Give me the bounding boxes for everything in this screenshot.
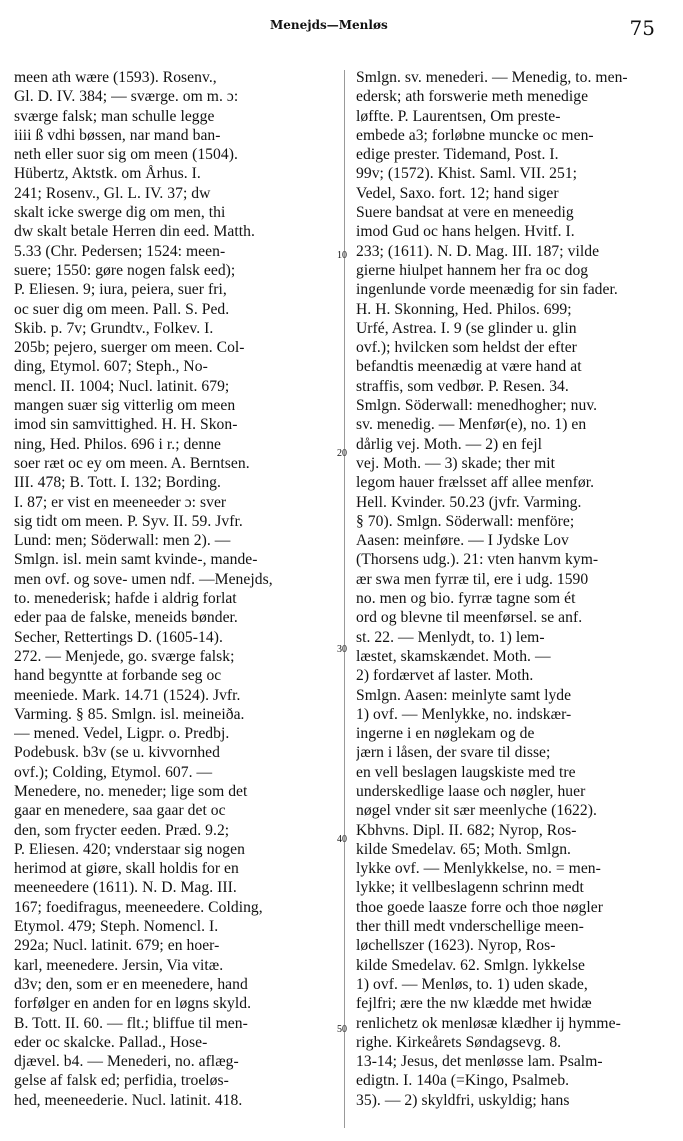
text-line: 272. — Menjede, go. sværge falsk; [14, 647, 235, 665]
text-line: forfølger en anden for en løgns skyld. [14, 995, 252, 1013]
text-line: mangen suær sig vitterlig om meen [14, 397, 236, 415]
text-line: H. H. Skonning, Hed. Philos. 699; [356, 300, 572, 318]
text-line: soer ræt oc ey om meen. A. Berntsen. [14, 454, 250, 472]
text-line: 13-14; Jesus, det menløsse lam. Psalm- [356, 1053, 603, 1071]
margin-line-number: 10 [337, 250, 347, 261]
text-line: 205b; pejero, suerger om meen. Col- [14, 339, 245, 357]
text-line: P. Eliesen. 420; vnderstaar sig nogen [14, 840, 245, 858]
text-line: meeneedere (1611). N. D. Mag. III. [14, 879, 237, 897]
text-line: 5.33 (Chr. Pedersen; 1524: meen- [14, 242, 226, 260]
text-line: edigtn. I. 140a (=Kingo, Psalmeb. [356, 1072, 570, 1090]
margin-line-number: 30 [337, 644, 347, 655]
text-line: hand begyntte at forbande seg oc [14, 667, 222, 685]
text-line: dårlig vej. Moth. — 2) en fejl [356, 435, 542, 453]
text-line: III. 478; B. Tott. I. 132; Bording. [14, 474, 221, 492]
text-line: 292a; Nucl. latinit. 679; en hoer- [14, 937, 220, 955]
text-line: læstet, skamskændet. Moth. — [356, 647, 551, 665]
text-line: 241; Rosenv., Gl. L. IV. 37; dw [14, 184, 211, 202]
text-line: § 70). Smlgn. Söderwall: menföre; [356, 512, 575, 530]
text-line: mencl. II. 1004; Nucl. latinit. 679; [14, 377, 230, 395]
text-line: Secher, Rettertings D. (1605-14). [14, 628, 223, 646]
text-line: kilde Smedelav. 65; Moth. Smlgn. [356, 840, 571, 858]
header-title: Menejds—Menløs [270, 18, 388, 32]
text-line: meen ath wære (1593). Rosenv., [14, 69, 217, 86]
text-line: 233; (1611). N. D. Mag. III. 187; vilde [356, 242, 600, 260]
text-line: djævel. b4. — Menederi, no. aflæg- [14, 1053, 239, 1071]
text-line: 1) ovf. — Menløs, to. 1) uden skade, [356, 975, 588, 993]
text-line: 99v; (1572). Khist. Saml. VII. 251; [356, 165, 578, 183]
text-line: iiii ß vdhi bøssen, nar mand ban- [14, 126, 221, 144]
text-line: karl, meenedere. Jersin, Via vitæ. [14, 956, 224, 974]
left-column [14, 68, 340, 1110]
text-line: Smlgn. Aasen: meinlyte samt lyde [356, 686, 572, 704]
text-line: sværge falsk; man schulle legge [14, 107, 215, 125]
column-divider [344, 70, 345, 1128]
text-line: Gl. D. IV. 384; — sværge. om m. ɔ: [14, 88, 239, 106]
margin-line-number: 40 [337, 834, 347, 845]
text-line: neth eller suor sig om meen (1504). [14, 146, 238, 164]
text-line: 35). — 2) skyldfri, uskyldig; hans [356, 1091, 570, 1109]
text-line: — mened. Vedel, Ligpr. o. Predbj. [14, 725, 230, 743]
page-number: 75 [629, 16, 655, 40]
text-line: to. menederisk; hafde i aldrig forlat [14, 590, 237, 608]
text-line: Aasen: meinføre. — I Jydske Lov [356, 532, 569, 550]
text-line: Hell. Kvinder. 50.23 (jvfr. Varming. [356, 493, 582, 511]
text-line: thoe goede laasze forre och thoe nøgler [356, 898, 604, 916]
text-line: gelse af falsk ed; perfidia, troeløs- [14, 1072, 229, 1090]
text-line: P. Eliesen. 9; iura, peiera, suer fri, [14, 281, 227, 299]
text-line: renlichetz ok menløsæ klædher ij hymme- [356, 1014, 621, 1032]
text-line: Etymol. 479; Steph. Nomencl. I. [14, 918, 219, 936]
margin-line-number: 20 [337, 448, 347, 459]
running-header [0, 16, 683, 60]
text-line: Urfé, Astrea. I. 9 (se glinder u. glin [356, 319, 577, 337]
text-line: ovf.); hvilcken som heldst der efter [356, 339, 577, 357]
text-line: suere; 1550: gøre nogen falsk eed); [14, 261, 236, 279]
text-line: Skib. p. 7v; Grundtv., Folkev. I. [14, 319, 214, 337]
text-line: straffis, som vedbør. P. Resen. 34. [356, 377, 569, 395]
text-line: ther thill medt vnderschellige meen- [356, 918, 584, 936]
text-line: ingenlunde vorde meenædig for sin fader. [356, 281, 618, 299]
text-line: edige prester. Tidemand, Post. I. [356, 146, 559, 164]
text-line: meeniede. Mark. 14.71 (1524). Jvfr. [14, 686, 241, 704]
text-line: edersk; ath forswerie meth menedige [356, 88, 589, 106]
text-line: eder oc skalcke. Pallad., Hose- [14, 1033, 208, 1051]
text-line: st. 22. — Menlydt, to. 1) lem- [356, 628, 545, 646]
text-line: Suere bandsat at vere en meneedig [356, 204, 574, 222]
text-line: imod Gud oc hans helgen. Hvitf. I. [356, 223, 575, 241]
text-line: Menedere, no. meneder; lige som det [14, 782, 248, 800]
text-line: Smlgn. Söderwall: menedhogher; nuv. [356, 397, 598, 415]
text-line: eder paa de falske, meneids bønder. [14, 609, 238, 627]
text-line: herimod at giøre, skall holdis for en [14, 860, 239, 878]
text-line: legom hauer frælsset aff allee menfør. [356, 474, 595, 492]
text-line: den, som frycter eeden. Præd. 9.2; [14, 821, 230, 839]
text-line: dw skalt betale Herren din eed. Matth. [14, 223, 255, 241]
text-line: hed, meeneederie. Nucl. latinit. 418. [14, 1091, 243, 1109]
text-line: embede a3; forløbne muncke oc men- [356, 126, 594, 144]
text-line: no. men og bio. fyrræ tagne som ét [356, 590, 576, 608]
text-line: løchellszer (1623). Nyrop, Ros- [356, 937, 556, 955]
text-line: Vedel, Saxo. fort. 12; hand siger [356, 184, 559, 202]
text-line: lykke ovf. — Menlykkelse, no. = men- [356, 860, 601, 878]
text-line: sig tidt om meen. P. Syv. II. 59. Jvfr. [14, 512, 243, 530]
text-line: B. Tott. II. 60. — flt.; bliffue til men- [14, 1014, 248, 1032]
text-line: sv. menedig. — Menfør(e), no. 1) en [356, 416, 587, 434]
text-line: ord og blevne til meenførsel. se anf. [356, 609, 583, 627]
text-line: underskedlige laase och nøgler, huer [356, 782, 586, 800]
text-line: Lund: men; Söderwall: men 2). — [14, 532, 231, 550]
text-line: (Thorsens udg.). 21: vten hanvm kym- [356, 551, 599, 569]
text-line: kilde Smedelav. 62. Smlgn. lykkelse [356, 956, 585, 974]
text-line: nøgel vnder sit sær meenlyche (1622). [356, 802, 597, 820]
right-column [356, 68, 674, 1110]
text-line: righe. Kirkeårets Søndagsevg. 8. [356, 1033, 562, 1051]
text-line: I. 87; er vist en meeneeder ɔ: sver [14, 493, 227, 511]
text-line: men ovf. og sove- umen ndf. —Menejds, [14, 570, 273, 588]
text-line: oc suer dig om meen. Pall. S. Ped. [14, 300, 230, 318]
text-line: Hübertz, Aktstk. om Århus. I. [14, 165, 201, 183]
text-line: imod sin samvittighed. H. H. Skon- [14, 416, 238, 434]
text-line: ning, Hed. Philos. 696 i r.; denne [14, 435, 222, 453]
text-line: Varming. § 85. Smlgn. isl. meineiða. [14, 705, 245, 723]
text-line: befandtis meenædig at være hand at [356, 358, 582, 376]
text-line: d3v; den, som er en meenedere, hand [14, 975, 248, 993]
text-line: lykke; it vellbeslagenn schrinn medt [356, 879, 584, 897]
text-line: løffte. P. Laurentsen, Om preste- [356, 107, 561, 125]
text-line: Podebusk. b3v (se u. kivvornhed [14, 744, 220, 762]
text-line: ovf.); Colding, Etymol. 607. — [14, 763, 213, 781]
margin-line-number: 50 [337, 1024, 347, 1035]
text-line: fejlfri; ære the nw klædde met hwidæ [356, 995, 592, 1013]
text-line: gierne hiulpet hannem her fra oc dog [356, 261, 589, 279]
text-line: gaar en menedere, saa gaar det oc [14, 802, 226, 820]
text-line: jærn i låsen, der svare til disse; [356, 744, 551, 762]
text-line: ær swa men fyrræ til, ere i udg. 1590 [356, 570, 589, 588]
text-line: Smlgn. isl. mein samt kvinde-, mande- [14, 551, 258, 569]
text-line: 167; foedifragus, meeneedere. Colding, [14, 898, 263, 916]
text-line: 2) fordærvet af laster. Moth. [356, 667, 534, 685]
text-line: skalt icke swerge dig om men, thi [14, 204, 226, 222]
text-line: ding, Etymol. 607; Steph., No- [14, 358, 208, 376]
text-line: vej. Moth. — 3) skade; ther mit [356, 454, 556, 472]
text-line: Smlgn. sv. menederi. — Menedig, to. men- [356, 69, 628, 86]
text-line: ingerne i en nøglekam og de [356, 725, 535, 743]
text-line: Kbhvns. Dipl. II. 682; Nyrop, Ros- [356, 821, 577, 839]
text-line: en vell beslagen laugskiste med tre [356, 763, 576, 781]
text-line: 1) ovf. — Menlykke, no. indskær- [356, 705, 572, 723]
